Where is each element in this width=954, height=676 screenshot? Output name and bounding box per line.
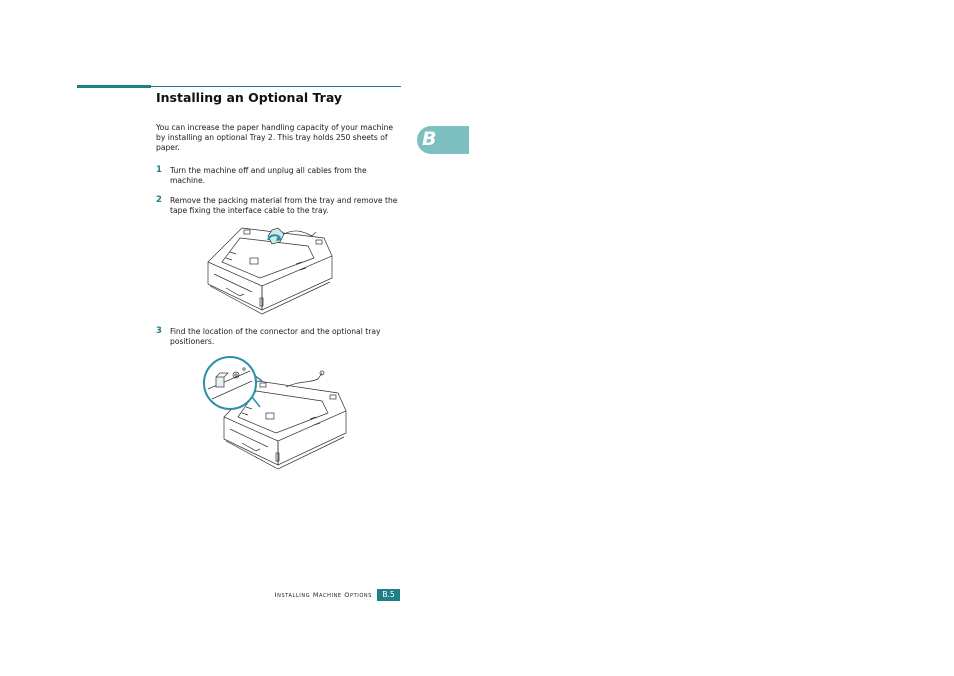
- footer-chapter: Installing Machine Options: [274, 591, 372, 599]
- header-rule-thick: [77, 85, 151, 88]
- step-text: Find the location of the connector and the optional tray positioners.: [170, 327, 381, 346]
- section-tab: [417, 126, 469, 154]
- section-tab-letter: B: [422, 128, 437, 150]
- step-number: 3: [156, 326, 162, 336]
- intro-paragraph: You can increase the paper handling capacity of your machine by installing an optional Tray 2. This tray holds 250 sheets of paper.: [156, 123, 394, 152]
- page-title: Installing an Optional Tray: [156, 90, 343, 105]
- tray-illustration-connector: [202, 353, 354, 475]
- step-number: 2: [156, 195, 162, 205]
- page-number-badge: B.5: [377, 589, 400, 601]
- header-rule-thin: [151, 86, 401, 87]
- step-number: 1: [156, 165, 162, 175]
- step-text: Remove the packing material from the tray and remove the tape fixing the interface cable to the tray.: [170, 196, 398, 215]
- step-text: Turn the machine off and unplug all cables from the machine.: [170, 166, 367, 185]
- tray-illustration-packing: [200, 222, 340, 318]
- step-2: [156, 196, 402, 216]
- step-3: [156, 327, 402, 347]
- step-1: [156, 166, 402, 186]
